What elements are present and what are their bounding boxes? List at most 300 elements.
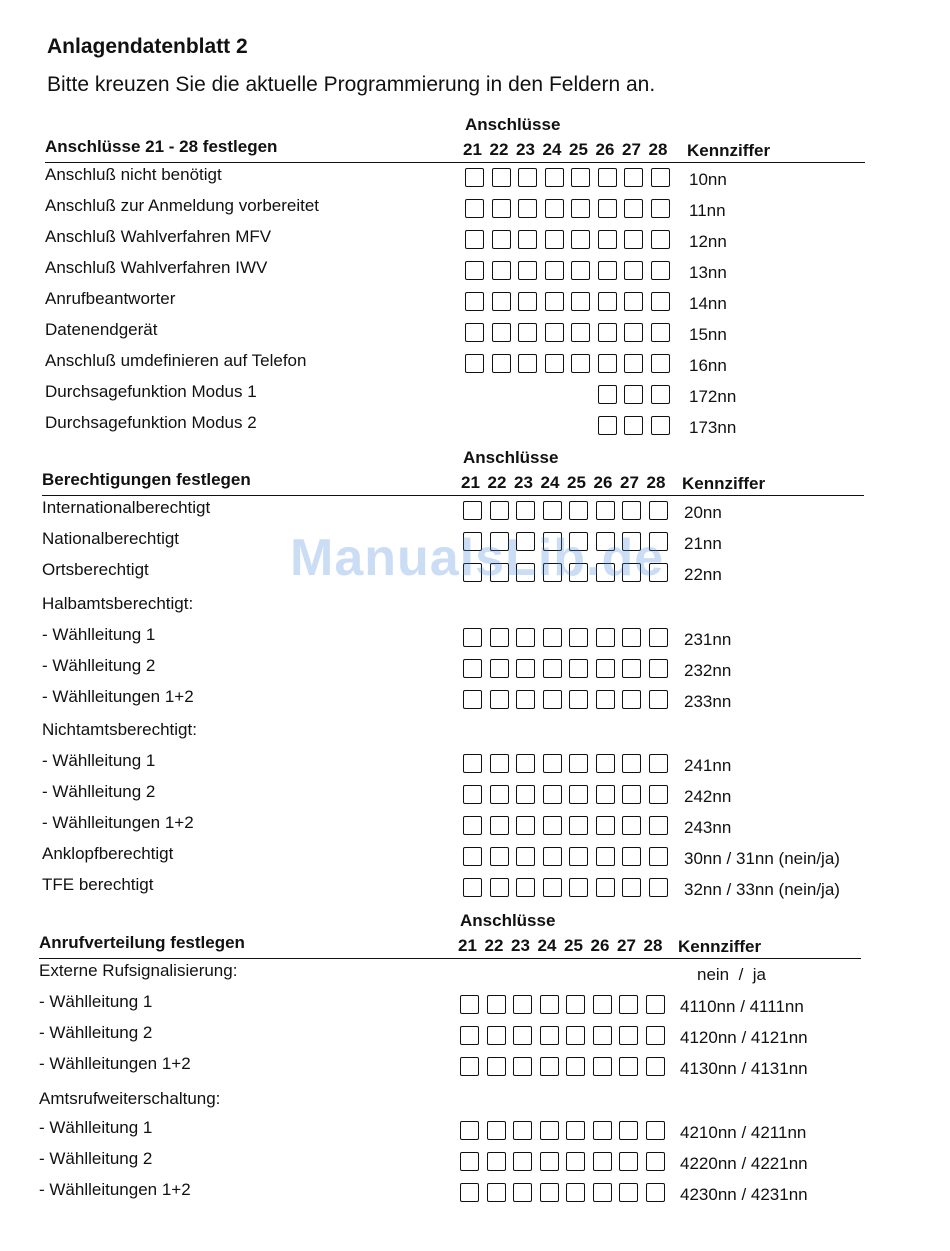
option-row [0,624,950,650]
code-value: 4220nn / 4221nn [680,1154,808,1173]
checkbox-port-21[interactable] [465,261,484,280]
checkbox-port-25[interactable] [571,230,590,249]
checkbox-port-28[interactable] [649,816,668,835]
checkbox-port-26[interactable] [598,385,617,404]
checkbox-port-26[interactable] [598,168,617,187]
checkbox-port-27[interactable] [622,878,641,897]
checkbox-port-26[interactable] [596,628,615,647]
port-group-label: Anschlüsse [460,911,556,930]
checkbox-port-27[interactable] [619,1152,638,1171]
checkbox-port-28[interactable] [649,878,668,897]
code-value: 241nn [684,756,732,775]
checkbox-port-21[interactable] [465,168,484,187]
port-number-26: 26 [593,473,613,492]
checkbox-port-28[interactable] [649,501,668,520]
port-checkboxes [463,690,675,711]
checkbox-port-27[interactable] [624,323,643,342]
code-value: 11nn [689,201,726,220]
checkbox-port-26[interactable] [596,878,615,897]
checkbox-port-24[interactable] [540,1121,559,1140]
checkbox-port-21[interactable] [463,816,482,835]
port-checkboxes [463,878,675,899]
checkbox-port-22[interactable] [492,261,511,280]
checkbox-port-22[interactable] [490,754,509,773]
checkbox-port-26[interactable] [596,816,615,835]
checkbox-port-28[interactable] [651,292,670,311]
option-row [0,1148,950,1174]
option-label: - Wählleitungen 1+2 [42,813,194,832]
checkbox-port-25[interactable] [569,563,588,582]
checkbox-port-21[interactable] [460,1152,479,1171]
code-value: 12nn [689,232,727,251]
checkbox-port-24[interactable] [543,532,562,551]
checkbox-port-25[interactable] [571,261,590,280]
checkbox-port-25[interactable] [569,659,588,678]
checkbox-port-28[interactable] [646,1057,665,1076]
checkbox-port-21[interactable] [463,563,482,582]
checkbox-port-28[interactable] [651,416,670,435]
option-label: Anschluß Wahlverfahren IWV [45,258,268,277]
checkbox-port-27[interactable] [624,385,643,404]
checkbox-port-26[interactable] [598,416,617,435]
checkbox-port-28[interactable] [651,230,670,249]
page-subtitle: Bitte kreuzen Sie die aktuelle Programmierung in den Feldern an. [47,73,656,96]
checkbox-port-27[interactable] [622,690,641,709]
checkbox-port-23[interactable] [516,754,535,773]
checkbox-port-26[interactable] [596,785,615,804]
port-numbers [463,140,675,160]
option-label: - Wählleitung 1 [42,751,156,770]
checkbox-port-25[interactable] [566,1121,585,1140]
checkbox-port-24[interactable] [540,1057,559,1076]
option-row [0,559,950,585]
option-row [0,288,950,314]
checkbox-port-24[interactable] [545,199,564,218]
checkbox-port-27[interactable] [622,563,641,582]
checkbox-port-24[interactable] [540,1183,559,1202]
checkbox-port-26[interactable] [593,1121,612,1140]
option-label: - Wählleitung 2 [42,782,156,801]
checkbox-port-28[interactable] [651,168,670,187]
checkbox-port-26[interactable] [596,563,615,582]
checkbox-port-22[interactable] [490,628,509,647]
checkbox-port-24[interactable] [540,1026,559,1045]
checkbox-port-21[interactable] [463,501,482,520]
checkbox-port-22[interactable] [490,785,509,804]
checkbox-port-26[interactable] [598,261,617,280]
checkbox-port-26[interactable] [596,690,615,709]
port-checkboxes [465,261,677,282]
checkbox-port-21[interactable] [463,878,482,897]
option-row [0,195,950,221]
checkbox-port-23[interactable] [518,261,537,280]
checkbox-port-27[interactable] [622,847,641,866]
checkbox-port-21[interactable] [465,199,484,218]
code-value: 21nn [684,534,722,553]
checkbox-port-27[interactable] [624,354,643,373]
option-row [0,412,950,438]
option-label: - Wählleitung 2 [39,1149,153,1168]
section-3 [0,911,950,1251]
checkbox-port-25[interactable] [571,168,590,187]
port-number-28: 28 [646,473,666,492]
checkbox-port-24[interactable] [543,754,562,773]
option-row [0,497,950,523]
option-row [0,655,950,681]
checkbox-port-23[interactable] [518,323,537,342]
checkbox-port-27[interactable] [622,501,641,520]
port-number-24: 24 [542,140,562,159]
checkbox-port-26[interactable] [596,847,615,866]
checkbox-port-28[interactable] [651,323,670,342]
option-label: Anschluß zur Anmeldung vorbereitet [45,196,320,215]
checkbox-port-28[interactable] [646,1152,665,1171]
port-number-24: 24 [537,936,557,955]
checkbox-port-21[interactable] [465,230,484,249]
checkbox-port-21[interactable] [463,690,482,709]
port-number-26: 26 [595,140,615,159]
checkbox-port-22[interactable] [490,816,509,835]
code-value: 242nn [684,787,732,806]
checkbox-port-22[interactable] [487,995,506,1014]
checkbox-port-24[interactable] [543,690,562,709]
port-number-23: 23 [514,473,533,492]
checkbox-port-23[interactable] [518,230,537,249]
code-column-label: Kennziffer [687,141,771,160]
checkbox-port-28[interactable] [649,847,668,866]
checkbox-port-21[interactable] [463,659,482,678]
checkbox-port-26[interactable] [598,199,617,218]
checkbox-port-25[interactable] [569,785,588,804]
checkbox-port-28[interactable] [646,995,665,1014]
checkbox-port-24[interactable] [543,628,562,647]
checkbox-port-21[interactable] [463,754,482,773]
checkbox-port-25[interactable] [571,354,590,373]
checkbox-port-21[interactable] [460,1026,479,1045]
checkbox-port-28[interactable] [649,754,668,773]
port-checkboxes [460,995,672,1016]
checkbox-port-23[interactable] [518,199,537,218]
checkbox-port-23[interactable] [516,878,535,897]
port-checkboxes [465,385,677,406]
checkbox-port-26[interactable] [596,532,615,551]
checkbox-port-25[interactable] [571,323,590,342]
checkbox-port-23[interactable] [516,659,535,678]
checkbox-port-23[interactable] [516,532,535,551]
checkbox-port-22[interactable] [492,292,511,311]
checkbox-port-22[interactable] [487,1152,506,1171]
group-subheading: Nichtamtsberechtigt: [42,720,197,739]
checkbox-port-28[interactable] [649,785,668,804]
checkbox-port-26[interactable] [598,354,617,373]
checkbox-port-26[interactable] [598,292,617,311]
group-subheading: Externe Rufsignalisierung: [39,961,238,980]
checkbox-port-22[interactable] [490,878,509,897]
checkbox-port-24[interactable] [545,323,564,342]
checkbox-port-26[interactable] [598,230,617,249]
option-label: Durchsagefunktion Modus 2 [45,413,257,432]
watermark: ManualsLib.de [290,529,665,587]
checkbox-port-28[interactable] [649,628,668,647]
checkbox-port-24[interactable] [543,847,562,866]
checkbox-port-22[interactable] [487,1183,506,1202]
code-value: 15nn [689,325,727,344]
option-label: - Wählleitung 1 [42,625,156,644]
port-checkboxes [463,816,675,837]
checkbox-port-23[interactable] [518,292,537,311]
checkbox-port-28[interactable] [651,199,670,218]
option-label: Anschluß nicht benötigt [45,165,222,184]
checkbox-port-27[interactable] [624,261,643,280]
checkbox-port-21[interactable] [460,1121,479,1140]
checkbox-port-25[interactable] [566,995,585,1014]
checkbox-port-23[interactable] [516,690,535,709]
port-number-27: 27 [620,473,639,492]
checkbox-port-25[interactable] [571,292,590,311]
checkbox-port-27[interactable] [619,1121,638,1140]
checkbox-port-28[interactable] [649,659,668,678]
header-rule [39,958,861,959]
checkbox-port-23[interactable] [513,995,532,1014]
checkbox-port-25[interactable] [566,1152,585,1171]
checkbox-port-23[interactable] [516,563,535,582]
checkbox-port-27[interactable] [622,785,641,804]
checkbox-port-22[interactable] [492,199,511,218]
code-value: 4230nn / 4231nn [680,1185,808,1204]
port-checkboxes [463,659,675,680]
checkbox-port-25[interactable] [569,628,588,647]
header-rule [45,162,865,163]
checkbox-port-24[interactable] [543,501,562,520]
checkbox-port-26[interactable] [593,1057,612,1076]
checkbox-port-22[interactable] [490,847,509,866]
checkbox-port-24[interactable] [543,878,562,897]
checkbox-port-27[interactable] [622,532,641,551]
checkbox-port-28[interactable] [651,261,670,280]
checkbox-port-23[interactable] [518,354,537,373]
port-checkboxes [465,416,677,437]
port-number-27: 27 [617,936,636,955]
checkbox-port-27[interactable] [622,816,641,835]
checkbox-port-26[interactable] [598,323,617,342]
checkbox-port-27[interactable] [619,1026,638,1045]
header-rule [42,495,864,496]
checkbox-port-23[interactable] [513,1183,532,1202]
checkbox-port-21[interactable] [465,323,484,342]
checkbox-port-24[interactable] [545,230,564,249]
checkbox-port-21[interactable] [460,995,479,1014]
checkbox-port-22[interactable] [490,501,509,520]
checkbox-port-23[interactable] [516,816,535,835]
code-value: 173nn [689,418,737,437]
checkbox-port-25[interactable] [569,878,588,897]
port-number-28: 28 [648,140,668,159]
checkbox-port-25[interactable] [571,199,590,218]
port-checkboxes [463,563,675,584]
checkbox-port-22[interactable] [492,230,511,249]
checkbox-port-21[interactable] [463,847,482,866]
port-number-21: 21 [461,473,480,492]
option-row [0,381,950,407]
checkbox-port-23[interactable] [513,1152,532,1171]
checkbox-port-24[interactable] [543,785,562,804]
checkbox-port-27[interactable] [619,1183,638,1202]
option-row [0,226,950,252]
checkbox-port-24[interactable] [545,292,564,311]
option-row [0,874,950,900]
checkbox-port-21[interactable] [460,1057,479,1076]
option-row [0,1179,950,1205]
checkbox-port-26[interactable] [593,995,612,1014]
code-value: 22nn [684,565,722,584]
checkbox-port-22[interactable] [492,323,511,342]
checkbox-port-24[interactable] [540,1152,559,1171]
checkbox-port-28[interactable] [649,690,668,709]
code-column-label: Kennziffer [678,937,762,956]
checkbox-port-21[interactable] [463,628,482,647]
option-row [0,991,950,1017]
checkbox-port-27[interactable] [619,995,638,1014]
page-title: Anlagendatenblatt 2 [47,35,248,58]
port-number-26: 26 [590,936,610,955]
checkbox-port-23[interactable] [516,785,535,804]
port-checkboxes [465,354,677,375]
checkbox-port-27[interactable] [624,416,643,435]
checkbox-port-23[interactable] [518,168,537,187]
checkbox-port-22[interactable] [487,1057,506,1076]
code-value: 4110nn / 4111nn [680,997,804,1016]
checkbox-port-25[interactable] [569,690,588,709]
option-label: - Wählleitungen 1+2 [42,687,194,706]
checkbox-port-22[interactable] [490,563,509,582]
checkbox-port-25[interactable] [569,532,588,551]
checkbox-port-22[interactable] [490,532,509,551]
checkbox-port-25[interactable] [569,501,588,520]
code-value: 32nn / 33nn (nein/ja) [684,880,840,899]
checkbox-port-23[interactable] [516,501,535,520]
checkbox-port-26[interactable] [593,1152,612,1171]
checkbox-port-22[interactable] [490,659,509,678]
checkbox-port-21[interactable] [460,1183,479,1202]
checkbox-port-25[interactable] [569,847,588,866]
option-row [0,686,950,712]
group-subheading: Amtsrufweiterschaltung: [39,1089,221,1108]
checkbox-port-24[interactable] [545,261,564,280]
checkbox-port-26[interactable] [593,1026,612,1045]
port-number-22: 22 [487,473,507,492]
port-checkboxes [463,501,675,522]
checkbox-port-26[interactable] [596,501,615,520]
port-checkboxes [460,1152,672,1173]
checkbox-port-22[interactable] [490,690,509,709]
port-checkboxes [460,1026,672,1047]
checkbox-port-23[interactable] [513,1057,532,1076]
checkbox-port-23[interactable] [516,628,535,647]
checkbox-port-27[interactable] [622,754,641,773]
checkbox-port-28[interactable] [651,354,670,373]
checkbox-port-24[interactable] [545,354,564,373]
checkbox-port-25[interactable] [566,1183,585,1202]
checkbox-port-21[interactable] [463,785,482,804]
port-checkboxes [460,1183,672,1204]
subheading-row [0,719,950,745]
port-number-23: 23 [511,936,530,955]
option-row [0,350,950,376]
option-label: TFE berechtigt [42,875,154,894]
option-label: Anrufbeantworter [45,289,176,308]
checkbox-port-26[interactable] [596,754,615,773]
checkbox-port-28[interactable] [646,1183,665,1202]
checkbox-port-23[interactable] [513,1026,532,1045]
checkbox-port-22[interactable] [487,1026,506,1045]
checkbox-port-27[interactable] [624,292,643,311]
section-heading: Anschlüsse 21 - 28 festlegen [45,137,278,156]
checkbox-port-26[interactable] [596,659,615,678]
checkbox-port-27[interactable] [624,168,643,187]
checkbox-port-26[interactable] [593,1183,612,1202]
checkbox-port-24[interactable] [543,659,562,678]
checkbox-port-22[interactable] [492,354,511,373]
checkbox-port-24[interactable] [545,168,564,187]
checkbox-port-28[interactable] [651,385,670,404]
checkbox-port-21[interactable] [463,532,482,551]
code-value: 4120nn / 4121nn [680,1028,808,1047]
option-label: - Wählleitung 2 [39,1023,153,1042]
option-label: - Wählleitung 1 [39,992,153,1011]
checkbox-port-23[interactable] [516,847,535,866]
port-numbers [461,473,673,493]
code-value: 172nn [689,387,737,406]
code-value: 4210nn / 4211nn [680,1123,807,1142]
port-number-25: 25 [564,936,583,955]
checkbox-port-25[interactable] [566,1026,585,1045]
port-number-28: 28 [643,936,663,955]
checkbox-port-28[interactable] [649,563,668,582]
checkbox-port-21[interactable] [465,354,484,373]
checkbox-port-25[interactable] [569,816,588,835]
port-number-23: 23 [516,140,535,159]
checkbox-port-24[interactable] [543,563,562,582]
checkbox-port-24[interactable] [543,816,562,835]
checkbox-port-27[interactable] [624,230,643,249]
option-label: - Wählleitung 2 [42,656,156,675]
port-checkboxes [463,628,675,649]
option-row [0,319,950,345]
port-number-25: 25 [567,473,586,492]
checkbox-port-28[interactable] [646,1026,665,1045]
checkbox-port-27[interactable] [624,199,643,218]
checkbox-port-24[interactable] [540,995,559,1014]
section-1 [0,115,950,455]
checkbox-port-27[interactable] [622,659,641,678]
checkbox-port-27[interactable] [622,628,641,647]
checkbox-port-22[interactable] [492,168,511,187]
checkbox-port-28[interactable] [646,1121,665,1140]
section-heading: Anrufverteilung festlegen [39,933,245,952]
header-note: nein / ja [697,965,766,984]
port-number-21: 21 [463,140,482,159]
checkbox-port-21[interactable] [465,292,484,311]
checkbox-port-27[interactable] [619,1057,638,1076]
checkbox-port-25[interactable] [569,754,588,773]
checkbox-port-23[interactable] [513,1121,532,1140]
checkbox-port-25[interactable] [566,1057,585,1076]
option-row [0,1117,950,1143]
checkbox-port-28[interactable] [649,532,668,551]
port-number-22: 22 [489,140,509,159]
port-number-25: 25 [569,140,588,159]
checkbox-port-22[interactable] [487,1121,506,1140]
